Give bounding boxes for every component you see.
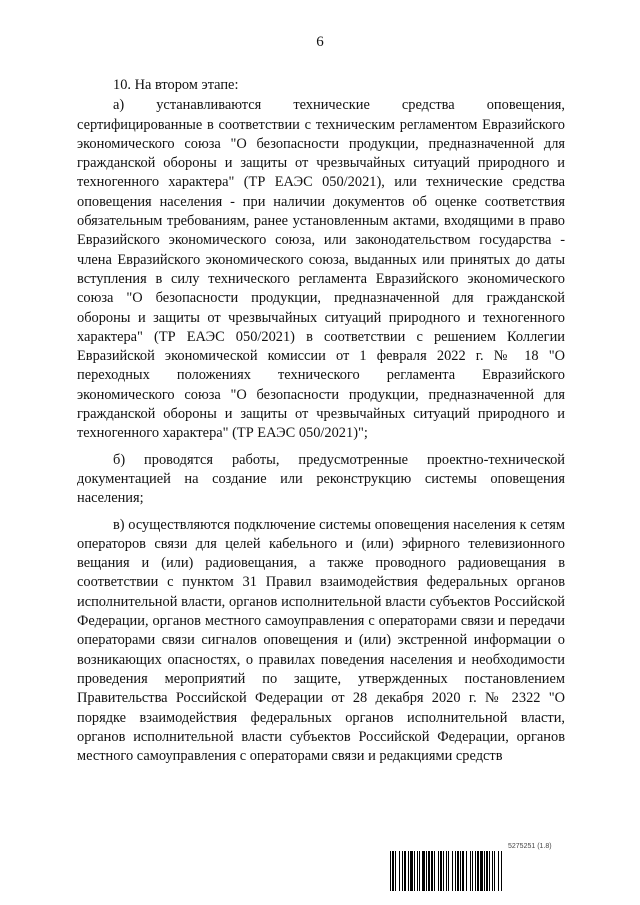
barcode-bar bbox=[402, 851, 403, 891]
barcode-bar bbox=[457, 851, 459, 891]
barcode-bar bbox=[498, 851, 499, 891]
barcode-bar bbox=[466, 851, 467, 891]
barcode-bar bbox=[462, 851, 464, 891]
barcode-bar bbox=[434, 851, 435, 891]
barcode-bar bbox=[417, 851, 418, 891]
barcode-bar bbox=[392, 851, 394, 891]
barcode-bar bbox=[419, 851, 420, 891]
barcode-bar bbox=[404, 851, 406, 891]
barcode-bar bbox=[448, 851, 449, 891]
barcode-number: 5275251 (1.8) bbox=[508, 843, 552, 850]
paragraph-v: в) осуществляются подключение системы оповещения населения к сетям операторов связи для целей кабельного и (или) эфирного телевизионного вещания и (или) радиовещания, а также проводного радиовещания в соответствии с пунктом 31 Правил взаимодействия федеральных органов исполнительной власти, органов исполнительной власти субъектов Российской Федерации, органов местного самоуправления с операторами связи и передачи операторами связи сигналов оповещения и (или) экстренной информации о возникающих опасностях, о правилах поведения населения и необходимости проведения мероприятий по защите, утвержденных постановлением Правительства Российской Федерации от 28 декабря 2020 г. № 2322 "О порядке взаимодействия федеральных органов исполнительной власти, органов исполнительной власти субъектов Российской Федерации, органов местного самоуправления с операторами связи и редакциями средств bbox=[77, 516, 565, 765]
barcode-bar bbox=[484, 851, 485, 891]
barcode-bar bbox=[431, 851, 433, 891]
barcode-bar bbox=[426, 851, 427, 891]
barcode-bar bbox=[438, 851, 439, 891]
barcode-bar bbox=[390, 851, 391, 891]
barcode-bar bbox=[475, 851, 476, 891]
barcode-block bbox=[390, 843, 574, 891]
barcode-bar bbox=[460, 851, 461, 891]
barcode-bar bbox=[472, 851, 473, 891]
barcode-bar bbox=[443, 851, 444, 891]
barcode-bar bbox=[410, 851, 413, 891]
document-body bbox=[77, 76, 565, 773]
barcode-bar bbox=[477, 851, 479, 891]
barcode-bar bbox=[470, 851, 471, 891]
barcode-bar bbox=[446, 851, 447, 891]
barcode-bar bbox=[452, 851, 453, 891]
barcode-bar bbox=[428, 851, 430, 891]
barcode-bar bbox=[501, 851, 502, 891]
barcode-bar bbox=[395, 851, 396, 891]
paragraph-b: б) проводятся работы, предусмотренные проектно-технической документацией на создание или реконструкцию системы оповещения населения; bbox=[77, 451, 565, 507]
barcode-bar bbox=[494, 851, 495, 891]
barcode-bar bbox=[399, 851, 400, 891]
barcode-bar bbox=[455, 851, 456, 891]
barcode-bar bbox=[480, 851, 483, 891]
barcode-bar bbox=[492, 851, 493, 891]
page-number: 6 bbox=[316, 34, 324, 50]
barcode bbox=[390, 851, 574, 891]
section-heading: 10. На втором этапе: bbox=[113, 77, 239, 93]
barcode-bar bbox=[422, 851, 425, 891]
barcode-bar bbox=[414, 851, 415, 891]
barcode-bar bbox=[408, 851, 409, 891]
barcode-bar bbox=[440, 851, 442, 891]
barcode-bar bbox=[489, 851, 490, 891]
paragraph-a: а) устанавливаются технические средства оповещения, сертифицированные в соответствии с техническим регламентом Евразийского экономического союза "О безопасности продукции, предназначенной для гражданской обороны и защиты от чрезвычайных ситуаций природного и техногенного характера" (ТР ЕАЭС 050/2021), или технические средства оповещения населения - при наличии документов об оценке соответствия обязательным требованиям, ранее установленным актами, входящими в право Евразийского экономического союза, или законодательством государства - члена Евразийского экономического союза, выданных или принятых до даты вступления в силу технического регламента Евразийского экономического союза "О безопасности продукции, предназначенной для гражданской обороны и защиты от чрезвычайных ситуаций природного и техногенного характера" (ТР ЕАЭС 050/2021) в соответствии с решением Коллегии Евразийской экономической комиссии от 1 февраля 2022 г. № 18 "О переходных положениях технического регламента Евразийского экономического союза "О безопасности продукции, предназначенной для гражданской обороны и защиты от чрезвычайных ситуаций природного и техногенного характера" (ТР ЕАЭС 050/2021)"; bbox=[77, 97, 565, 442]
barcode-bar bbox=[486, 851, 488, 891]
